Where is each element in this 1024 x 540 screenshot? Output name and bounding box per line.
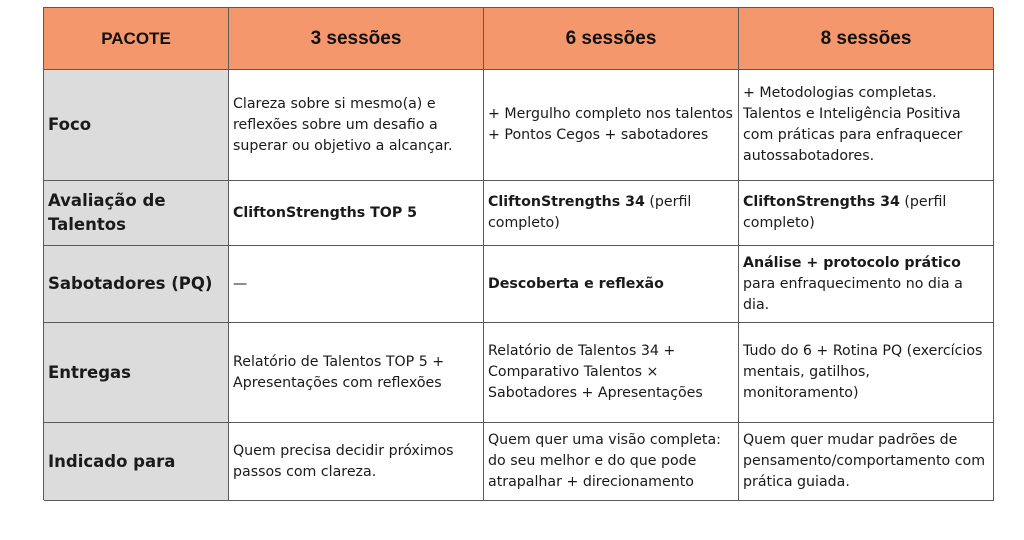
row-label-sabotadores — [44, 246, 229, 323]
cell-bold-text: CliftonStrengths 34 — [488, 194, 645, 210]
row-label-text: Foco — [48, 115, 92, 134]
cell-text — [488, 192, 734, 234]
table-cell — [739, 323, 994, 423]
row-label-text: Indicado para — [48, 451, 176, 471]
header-8-sessions-label: 8 sessões — [820, 28, 912, 49]
cell-text — [743, 192, 989, 234]
package-comparison-table — [43, 7, 993, 500]
table-cell — [484, 246, 739, 323]
cell-text: Relatório de Talentos 34 + Comparativo Talentos × Sabotadores + Apresentações — [488, 343, 703, 401]
table-cell — [484, 323, 739, 423]
cell-bold-text: CliftonStrengths TOP 5 — [233, 204, 418, 221]
cell-text: Quem quer mudar padrões de pensamento/comportamento com prática guiada. — [743, 432, 986, 490]
row-label-text: Avaliação de Talentos — [48, 191, 166, 234]
row-label-text: Entregas — [48, 362, 131, 382]
cell-text — [743, 253, 989, 316]
table-cell — [739, 423, 994, 501]
table-cell — [229, 323, 484, 423]
header-3-sessions-label: 3 sessões — [310, 28, 402, 49]
cell-text: + Mergulho completo nos talentos + Pontos Cegos + sabotadores — [488, 106, 733, 143]
cell-bold-text: CliftonStrengths 34 — [743, 194, 900, 210]
header-6-sessions — [484, 8, 739, 70]
cell-text: Tudo do 6 + Rotina PQ (exercícios mentais, gatilhos, monitoramento) — [743, 343, 983, 401]
cell-text: Quem precisa decidir próximos passos com clareza. — [233, 442, 454, 480]
cell-text: Clareza sobre si mesmo(a) e reflexões sobre um desafio a superar ou objetivo a alcançar. — [233, 95, 453, 154]
cell-text — [488, 274, 664, 295]
cell-bold-text: Análise + protocolo prático — [743, 254, 961, 271]
cell-rest-text: (perfil completo) — [488, 194, 692, 231]
cell-text — [233, 203, 417, 224]
header-package-label: PACOTE — [101, 29, 171, 48]
cell-text: — — [233, 275, 248, 292]
row-label-avaliacao — [44, 181, 229, 246]
cell-text: Quem quer uma visão completa: do seu melhor e do que pode atrapalhar + direcionamento — [488, 432, 721, 490]
table-cell — [484, 423, 739, 501]
row-label-text: Sabotadores (PQ) — [48, 274, 213, 293]
table-cell — [739, 181, 994, 246]
table-cell — [484, 181, 739, 246]
table-cell — [229, 246, 484, 323]
header-3-sessions — [229, 8, 484, 70]
header-8-sessions — [739, 8, 994, 70]
header-6-sessions-label: 6 sessões — [565, 28, 657, 49]
table-cell — [739, 246, 994, 323]
cell-text: Relatório de Talentos TOP 5 + Apresentações com reflexões — [233, 353, 445, 391]
row-label-entregas — [44, 323, 229, 423]
cell-text: + Metodologias completas. Talentos e Inteligência Positiva com práticas para enfraquecer autossabotadores. — [743, 85, 963, 164]
cell-bold-text: Descoberta e reflexão — [488, 275, 664, 292]
header-package — [44, 8, 229, 70]
cell-rest-text: para enfraquecimento no dia a dia. — [743, 275, 963, 313]
row-label-foco — [44, 70, 229, 181]
table-cell — [229, 181, 484, 246]
table-cell — [229, 70, 484, 181]
table-cell — [484, 70, 739, 181]
table-cell — [739, 70, 994, 181]
cell-rest-text: (perfil completo) — [743, 194, 947, 231]
table-cell — [229, 423, 484, 501]
row-label-indicado — [44, 423, 229, 501]
